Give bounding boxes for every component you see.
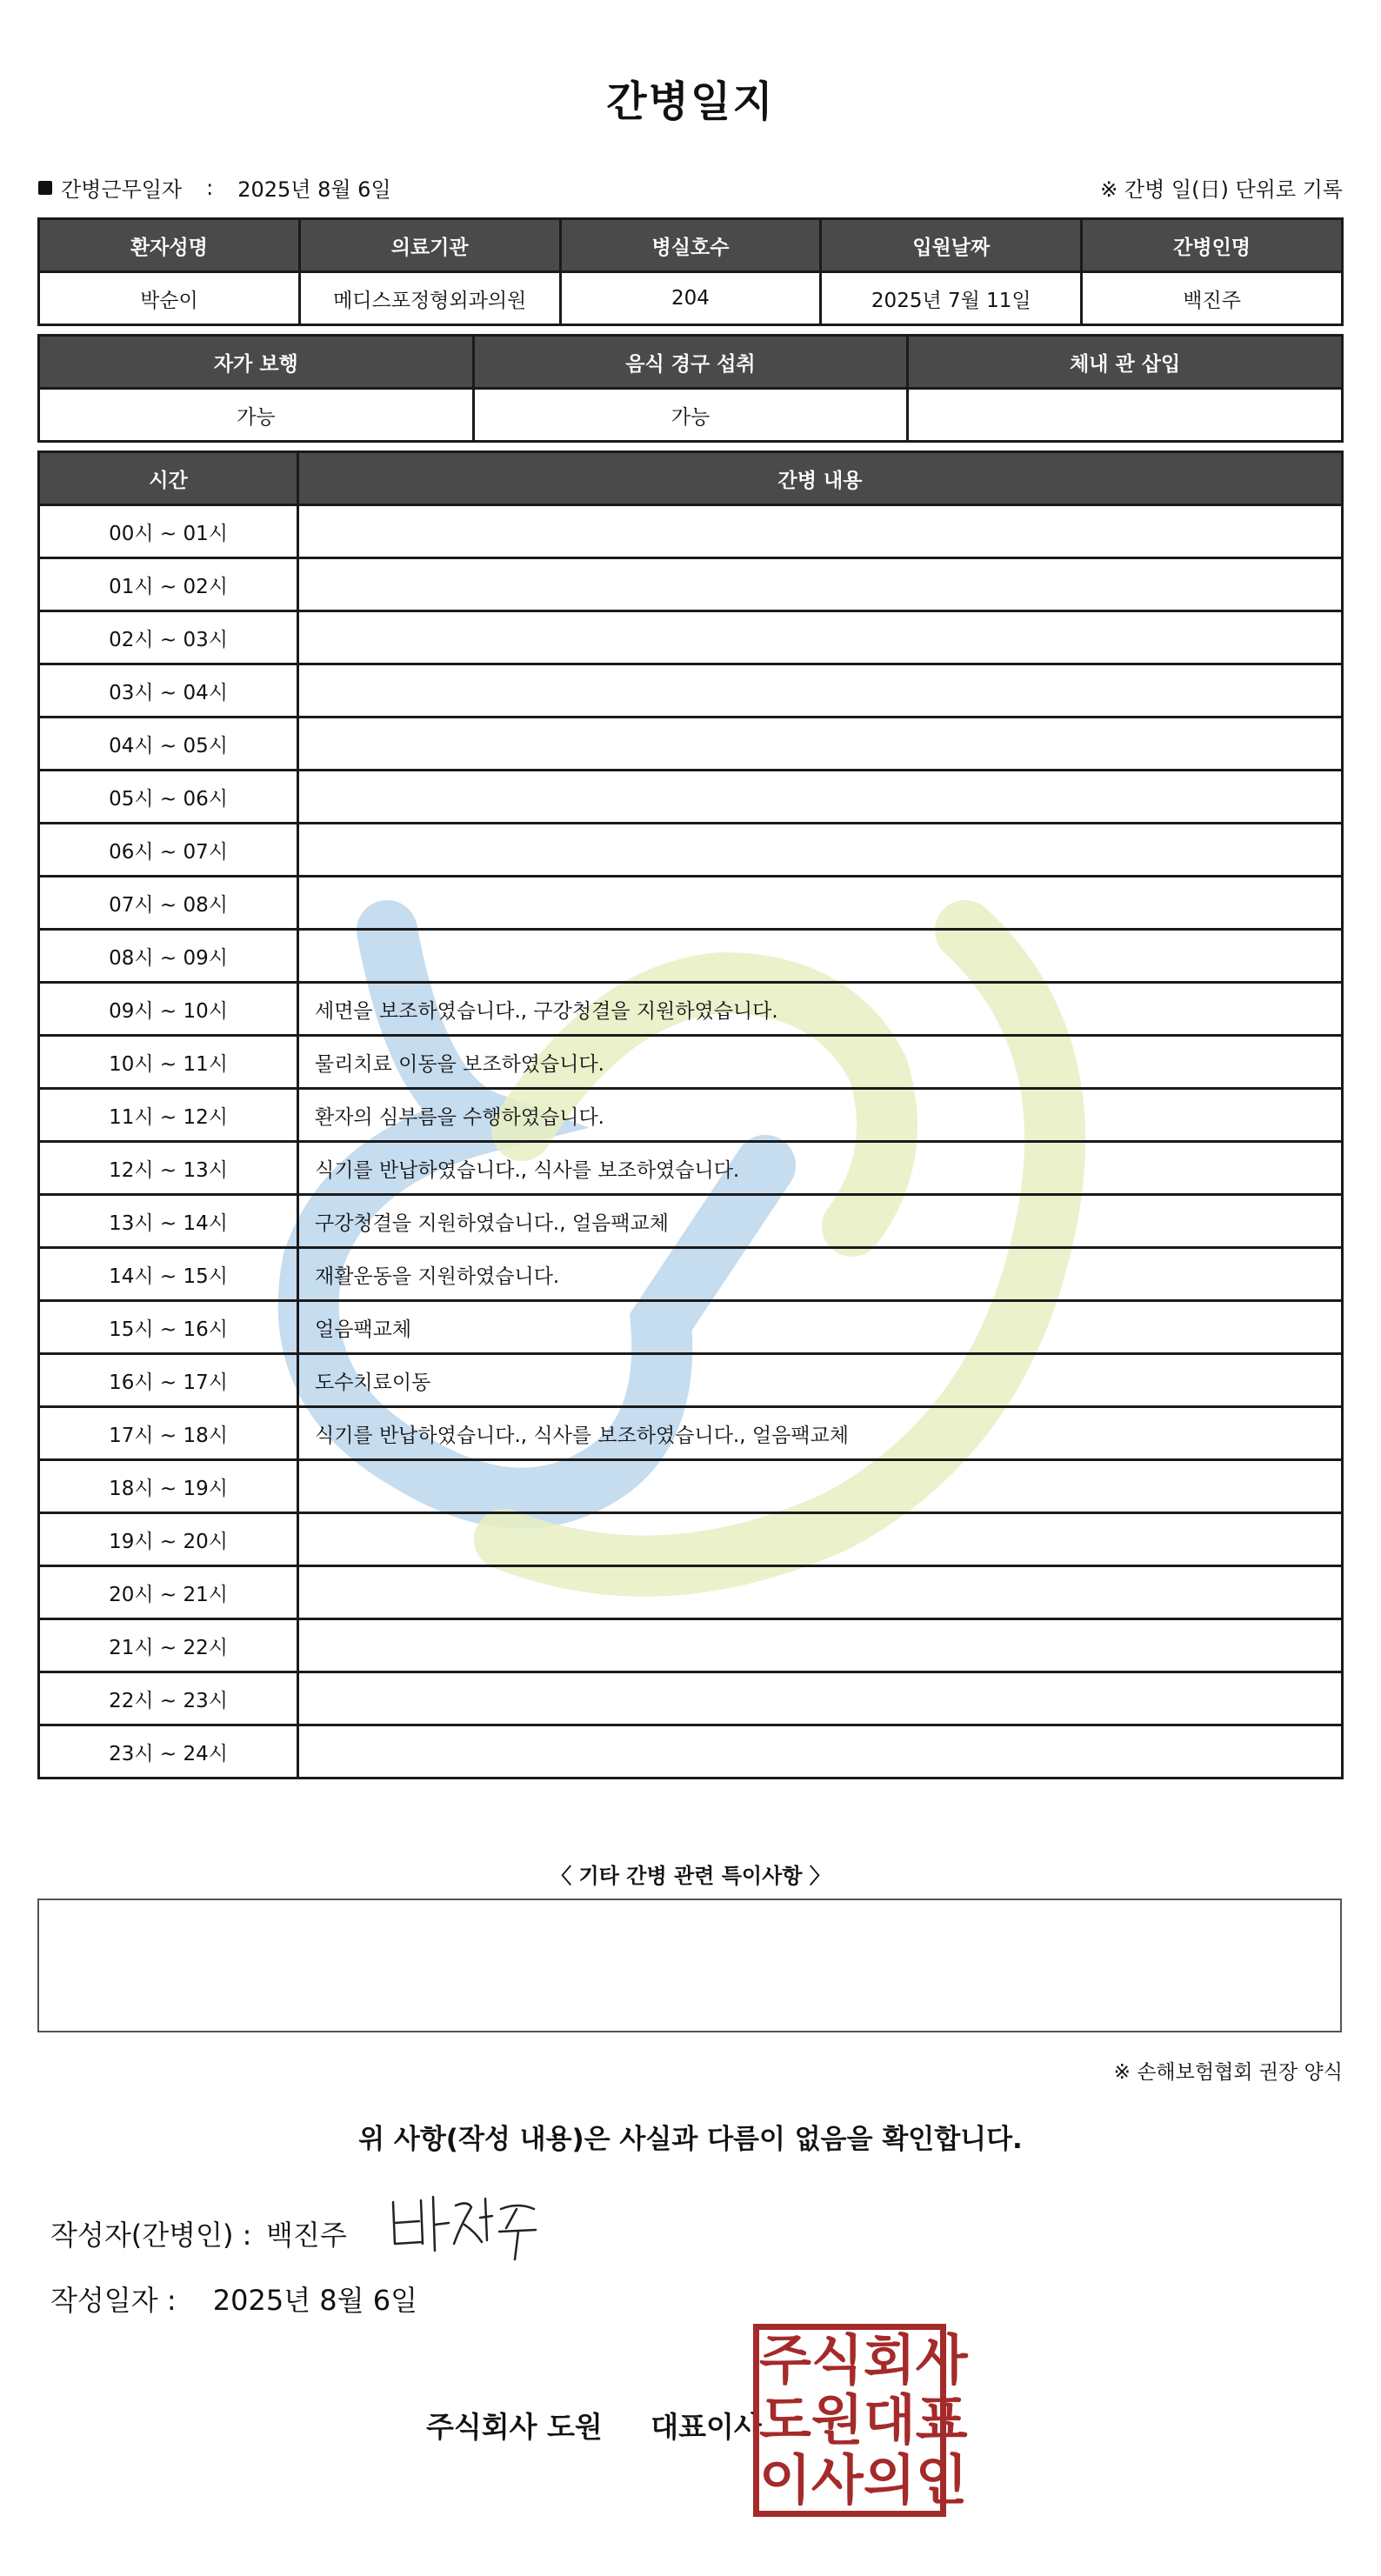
seal-char: 표 [915,2387,968,2452]
care-time: 04시 ~ 05시 [39,717,298,771]
care-row [39,505,1343,558]
care-header-row [39,452,1343,505]
seal-char: 도 [759,2387,811,2452]
care-time: 15시 ~ 16시 [39,1301,298,1354]
writer-label: 작성자(간병인) : [50,2219,252,2252]
seal-char: 사 [915,2327,968,2392]
care-time: 06시 ~ 07시 [39,824,298,877]
header-room: 병실호수 [560,219,821,272]
care-row [39,1513,1343,1566]
seal-char: 이 [759,2448,811,2513]
work-date-line [38,172,391,203]
tube-insertion-value [908,389,1343,442]
care-row [39,930,1343,983]
handwritten-signature [388,2190,544,2268]
seal-char: 주 [759,2327,811,2392]
care-content: 구강청결을 지원하였습니다., 얼음팩교체 [298,1195,1343,1248]
self-walking-value: 가능 [39,389,474,442]
seal-char: 원 [811,2387,864,2452]
patient-value-row [39,272,1343,325]
care-row [39,771,1343,824]
oral-intake-value: 가능 [473,389,908,442]
company-name: 주식회사 도원 [426,2410,603,2444]
care-content [298,505,1343,558]
care-row [39,664,1343,717]
care-content [298,824,1343,877]
seal-char: 사 [811,2448,864,2513]
care-content [298,1672,1343,1725]
care-content [298,1566,1343,1619]
care-time: 09시 ~ 10시 [39,983,298,1036]
care-time: 00시 ~ 01시 [39,505,298,558]
care-row [39,877,1343,930]
care-content: 도수치료이동 [298,1354,1343,1407]
care-row [39,1566,1343,1619]
care-row [39,1407,1343,1460]
care-time: 20시 ~ 21시 [39,1566,298,1619]
header-tube-insertion: 체내 관 삽입 [908,336,1343,389]
hospital-value: 메디스포정형외과의원 [299,272,560,325]
care-row [39,1619,1343,1672]
care-time: 01시 ~ 02시 [39,558,298,611]
header-admission-date: 입원날짜 [821,219,1082,272]
care-row [39,1195,1343,1248]
care-time: 07시 ~ 08시 [39,877,298,930]
writing-date-line [50,2279,417,2319]
care-time: 08시 ~ 09시 [39,930,298,983]
care-row [39,1248,1343,1301]
care-content: 물리치료 이동을 보조하였습니다. [298,1036,1343,1089]
care-row [39,717,1343,771]
header-patient-name: 환자성명 [39,219,300,272]
care-time: 23시 ~ 24시 [39,1725,298,1779]
header-caregiver-name: 간병인명 [1082,219,1343,272]
form-note: ※ 손해보험협회 권장 양식 [1113,2061,1343,2084]
bullet-square-icon [38,181,52,195]
seal-char: 의 [863,2448,916,2513]
work-date-colon: : [206,175,214,200]
care-content [298,1725,1343,1779]
remarks-title: 〈 기타 간병 관련 특이사항 〉 [550,1864,831,1888]
care-row [39,1354,1343,1407]
care-content [298,1460,1343,1513]
page-title: 간병일지 [606,77,775,126]
header-time: 시간 [39,452,298,505]
seal-char: 인 [915,2448,968,2513]
care-row [39,558,1343,611]
care-content: 세면을 보조하였습니다., 구강청결을 지원하였습니다. [298,983,1343,1036]
seal-char: 회 [863,2327,916,2392]
patient-name-value: 박순이 [39,272,300,325]
care-row [39,1725,1343,1779]
care-time: 12시 ~ 13시 [39,1142,298,1195]
care-content [298,1513,1343,1566]
care-time: 03시 ~ 04시 [39,664,298,717]
work-date-value: 2025년 8월 6일 [237,177,391,202]
care-time: 17시 ~ 18시 [39,1407,298,1460]
care-content: 식기를 반납하였습니다., 식사를 보조하였습니다. [298,1142,1343,1195]
care-row [39,824,1343,877]
care-rows [39,505,1343,1779]
care-content [298,558,1343,611]
patient-info-table [37,217,1344,326]
header-self-walking: 자가 보행 [39,336,474,389]
seal-char: 식 [811,2327,864,2392]
header-care-content: 간병 내용 [298,452,1343,505]
care-row [39,1142,1343,1195]
care-time: 21시 ~ 22시 [39,1619,298,1672]
ability-table [37,334,1344,443]
care-content [298,611,1343,664]
care-time: 02시 ~ 03시 [39,611,298,664]
ability-header-row [39,336,1343,389]
unit-note: ※ 간병 일(日) 단위로 기록 [1100,177,1343,202]
writer-name: 백진주 [266,2219,347,2252]
care-time: 05시 ~ 06시 [39,771,298,824]
care-time: 10시 ~ 11시 [39,1036,298,1089]
care-content: 식기를 반납하였습니다., 식사를 보조하였습니다., 얼음팩교체 [298,1407,1343,1460]
work-date-label: 간병근무일자 [61,177,183,202]
care-time: 16시 ~ 17시 [39,1354,298,1407]
care-time: 11시 ~ 12시 [39,1089,298,1142]
seal-char: 대 [863,2387,916,2452]
care-row [39,1036,1343,1089]
care-content [298,664,1343,717]
care-content [298,1619,1343,1672]
care-content [298,930,1343,983]
header-oral-intake: 음식 경구 섭취 [473,336,908,389]
admission-date-value: 2025년 7월 11일 [821,272,1082,325]
caregiver-name-value: 백진주 [1082,272,1343,325]
care-content [298,877,1343,930]
care-time: 22시 ~ 23시 [39,1672,298,1725]
ability-value-row [39,389,1343,442]
company-seal-stamp [753,2324,968,2517]
company-representative: 대표이사 [650,2410,762,2444]
header-hospital: 의료기관 [299,219,560,272]
care-content: 얼음팩교체 [298,1301,1343,1354]
care-time: 18시 ~ 19시 [39,1460,298,1513]
writing-date-value: 2025년 8월 6일 [212,2284,418,2317]
care-content: 환자의 심부름을 수행하였습니다. [298,1089,1343,1142]
care-time: 13시 ~ 14시 [39,1195,298,1248]
care-time: 14시 ~ 15시 [39,1248,298,1301]
care-row [39,1089,1343,1142]
care-row [39,611,1343,664]
care-content [298,771,1343,824]
care-row [39,1301,1343,1354]
remarks-box [37,1899,1342,2032]
care-content [298,717,1343,771]
care-content: 재활운동을 지원하였습니다. [298,1248,1343,1301]
care-log-table [37,450,1344,1779]
writer-line [50,2213,347,2253]
care-time: 19시 ~ 20시 [39,1513,298,1566]
care-row [39,1672,1343,1725]
company-line [426,2405,762,2446]
patient-header-row [39,219,1343,272]
room-value: 204 [560,272,821,325]
writing-date-label: 작성일자 : [50,2284,177,2317]
care-row [39,983,1343,1036]
care-row [39,1460,1343,1513]
confirmation-statement: 위 사항(작성 내용)은 사실과 다름이 없음을 확인합니다. [358,2124,1023,2155]
